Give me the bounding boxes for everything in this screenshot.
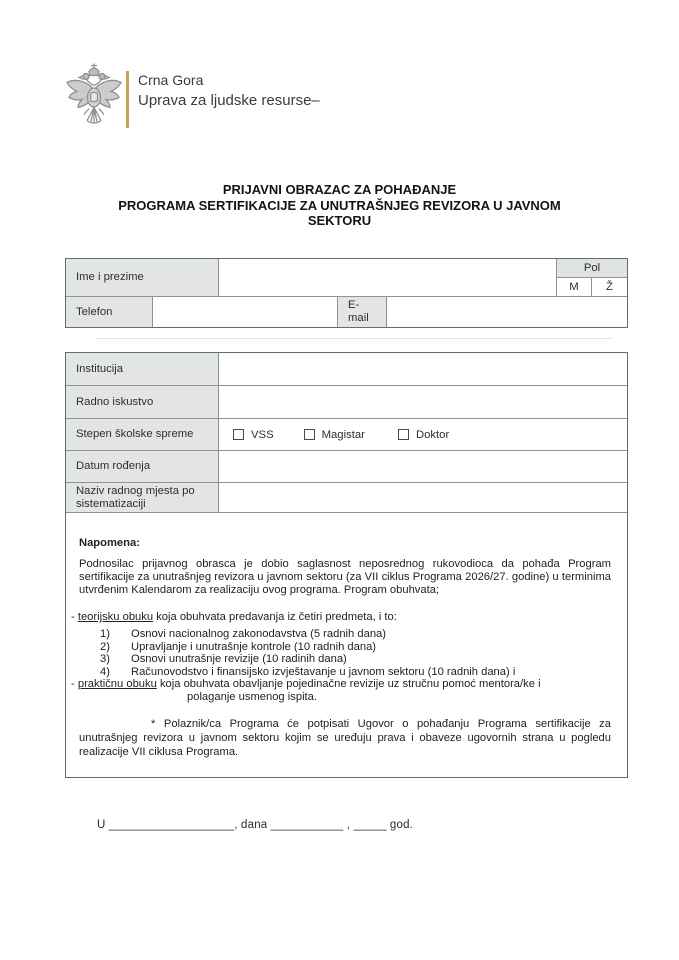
form-title-line3: SEKTORU xyxy=(307,213,372,228)
list-item xyxy=(79,628,611,641)
institution-label: Institucija xyxy=(66,353,219,385)
details-table xyxy=(65,352,628,778)
checkbox-magistar-icon[interactable] xyxy=(304,429,315,440)
dash-bullet: - xyxy=(71,611,75,623)
gender-header: Pol xyxy=(557,259,627,278)
separator-line xyxy=(95,338,612,339)
list-item-number: 3) xyxy=(100,653,110,665)
list-item xyxy=(79,641,611,654)
education-option-magistar[interactable] xyxy=(304,429,365,441)
signature-line: U ___________________, dana ___________ , _____ god. xyxy=(97,819,414,831)
list-item-text: Računovodstvo i finansijsko izvještavanje u javnom sektoru (10 radnih dana) i xyxy=(131,665,516,678)
form-title-line2: PROGRAMA SERTIFIKACIJE ZA UNUTRAŠNJEG REVIZORA U JAVNOM xyxy=(118,197,561,213)
practical-training-line xyxy=(71,678,611,691)
theory-training-term: teorijsku obuku xyxy=(77,611,154,623)
dash-bullet: - xyxy=(71,678,75,690)
education-option-doktor[interactable] xyxy=(398,429,449,441)
checkbox-doktor-icon[interactable] xyxy=(398,429,409,440)
email-label: E-mail xyxy=(338,297,387,327)
list-item-text: Upravljanje i unutrašnje kontrole (10 radnih dana) xyxy=(131,640,377,653)
theory-training-line xyxy=(71,611,611,624)
practical-training-line2: polaganje usmenog ispita. xyxy=(187,691,317,703)
gender-option-male[interactable]: M xyxy=(557,278,592,296)
gender-block xyxy=(556,259,627,296)
email-input-cell[interactable] xyxy=(387,297,627,327)
birthdate-label: Datum rođenja xyxy=(66,451,219,482)
jobtitle-input-cell[interactable] xyxy=(219,483,627,512)
phone-input-cell[interactable] xyxy=(153,297,338,327)
practical-training-term: praktičnu obuku xyxy=(77,678,157,690)
education-options xyxy=(219,419,627,450)
theory-training-rest: koja obuhvata predavanja iz četiri predmeta, i to: xyxy=(156,611,397,623)
coat-of-arms-icon xyxy=(64,62,124,129)
form-title xyxy=(58,182,621,229)
organization-name: Uprava za ljudske resurse– xyxy=(138,92,320,109)
name-input-cell[interactable] xyxy=(219,259,556,296)
note-paragraph: Podnosilac prijavnog obrasca je dobio saglasnost neposrednog rukovodioca da pohađa Program sertifikacije za unutrašnjeg revizora u javnom sektoru (za VII ciklus Programa 2026/27. godine) u terminima utvrđenim Kalendarom za realizaciju ovog programa. Program obuhvata; xyxy=(79,558,611,596)
education-option-vss[interactable] xyxy=(233,429,274,441)
list-item-text: Osnovi unutrašnje revizije (10 radinih dana) xyxy=(131,653,347,665)
organization-block xyxy=(138,70,320,112)
list-item-text: Osnovi nacionalnog zakonodavstva (5 radnih dana) xyxy=(131,628,386,640)
contact-table xyxy=(65,258,628,328)
list-item-number: 4) xyxy=(100,665,110,678)
list-item xyxy=(79,666,611,679)
note-heading: Napomena: xyxy=(79,537,140,549)
checkbox-magistar-label: Magistar xyxy=(321,428,365,441)
list-item-number: 1) xyxy=(100,628,110,640)
country-name: Crna Gora xyxy=(138,72,204,88)
education-label: Stepen školske spreme xyxy=(66,419,219,450)
experience-input-cell[interactable] xyxy=(219,386,627,418)
header-divider xyxy=(126,71,129,128)
checkbox-vss-label: VSS xyxy=(251,428,274,441)
list-item-number: 2) xyxy=(100,640,110,653)
contract-footnote: * Polaznik/ca Programa će potpisati Ugovor o pohađanju Programa sertifikacije za unutrašnjeg revizora u javnom sektoru kojim se uređuju prava i obaveze ugovornih strana u pogledu realizacije VII ciklusa Programa. xyxy=(79,718,611,758)
birthdate-input-cell[interactable] xyxy=(219,451,627,482)
practical-training-rest: koja obuhvata obavljanje pojedinačne revizije uz stručnu pomoć mentora/ke i xyxy=(159,678,541,690)
list-item xyxy=(79,653,611,666)
gender-option-female[interactable]: Ž xyxy=(606,281,613,293)
institution-input-cell[interactable] xyxy=(219,353,627,385)
checkbox-vss-icon[interactable] xyxy=(233,429,244,440)
phone-label: Telefon xyxy=(66,297,153,327)
checkbox-doktor-label: Doktor xyxy=(415,428,450,441)
jobtitle-label: Naziv radnog mjesta po sistematizaciji xyxy=(66,483,219,512)
subject-list xyxy=(79,628,611,678)
form-title-line1: PRIJAVNI OBRAZAC ZA POHAĐANJE xyxy=(222,182,457,197)
note-section xyxy=(66,513,627,777)
name-label: Ime i prezime xyxy=(66,259,219,296)
experience-label: Radno iskustvo xyxy=(66,386,219,418)
